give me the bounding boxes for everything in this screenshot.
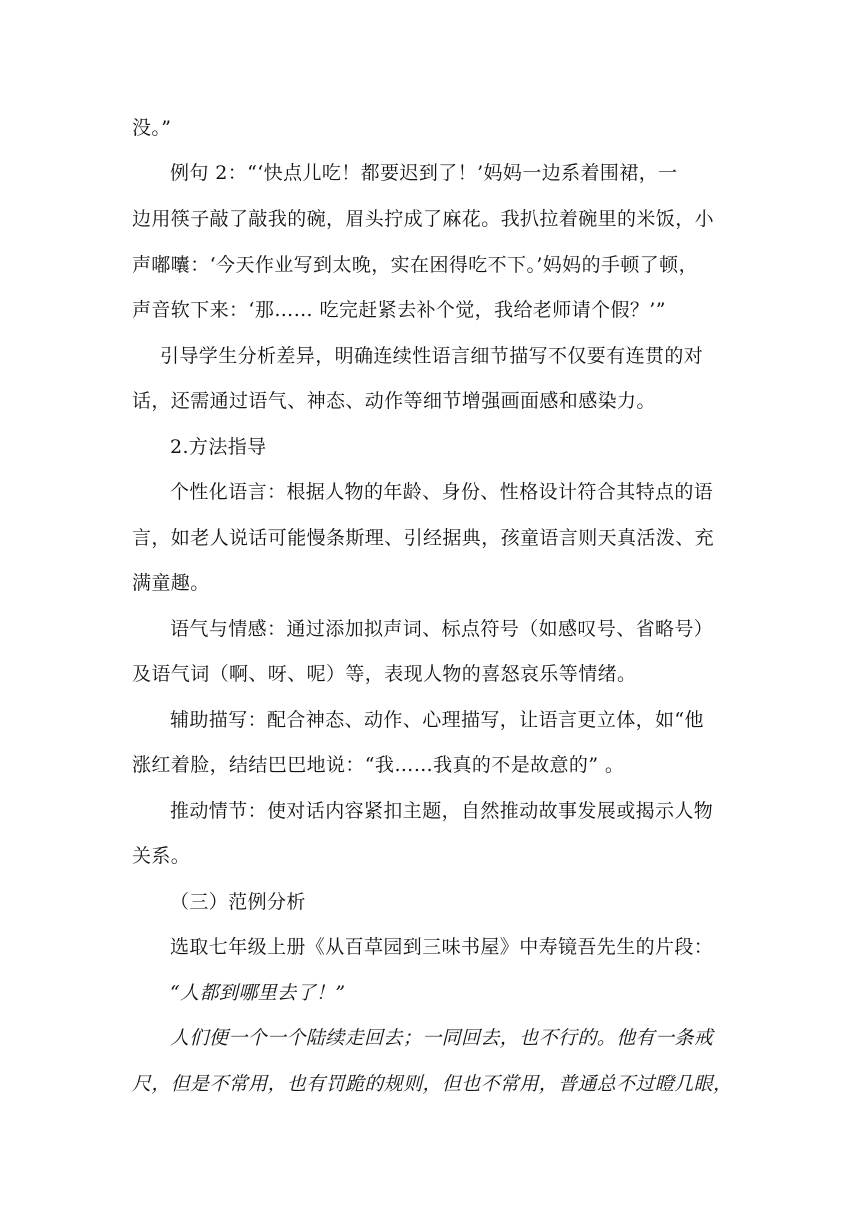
text-line: 言，如老人说话可能慢条斯理、引经据典，孩童语言则天真活泼、充	[132, 527, 715, 549]
section-heading: （三）范例分析	[170, 891, 306, 913]
quote-line: 尺，但是不常用，也有罚跪的规则，但也不常用，普通总不过瞪几眼，	[132, 1073, 733, 1095]
text-line: 辅助描写：配合神态、动作、心理描写，让语言更立体，如“他	[170, 709, 704, 731]
text-line: 边用筷子敲了敲我的碗，眉头拧成了麻花。我扒拉着碗里的米饭，小	[132, 208, 715, 230]
text-line: 声嘟囔：‘今天作业写到太晚，实在困得吃不下。’妈妈的手顿了顿，	[132, 254, 698, 276]
text-line: 声音软下来：‘那…… 吃完赶紧去补个觉，我给老师请个假？’”	[132, 299, 666, 321]
text-line: 没。”	[132, 117, 172, 139]
text-line: 及语气词（啊、呀、呢）等，表现人物的喜怒哀乐等情绪。	[132, 663, 637, 685]
text-line: 话，还需通过语气、神态、动作等细节增强画面感和感染力。	[132, 390, 656, 412]
text-line: 推动情节：使对话内容紧扣主题，自然推动故事发展或揭示人物	[170, 800, 714, 822]
text-line: 满童趣。	[132, 572, 210, 594]
text-line: 语气与情感：通过添加拟声词、标点符号（如感叹号、省略号）	[170, 618, 714, 640]
text-line: 涨红着脸，结结巴巴地说：“我……我真的不是故意的” 。	[132, 754, 625, 776]
text-line: 选取七年级上册《从百草园到三味书屋》中寿镜吾先生的片段：	[170, 936, 714, 958]
text-line: 个性化语言：根据人物的年龄、身份、性格设计符合其特点的语	[170, 481, 714, 503]
quote-line: “人都到哪里去了！”	[170, 982, 346, 1004]
text-line: 例句 2：“‘快点儿吃！都要迟到了！’妈妈一边系着围裙，一	[170, 162, 678, 184]
quote-line: 人们便一个一个陆续走回去；一同回去，也不行的。他有一条戒	[170, 1027, 714, 1049]
text-line: 关系。	[132, 845, 191, 867]
text-line: 引导学生分析差异，明确连续性语言细节描写不仅要有连贯的对	[160, 345, 704, 367]
section-heading: 2.方法指导	[170, 436, 267, 458]
